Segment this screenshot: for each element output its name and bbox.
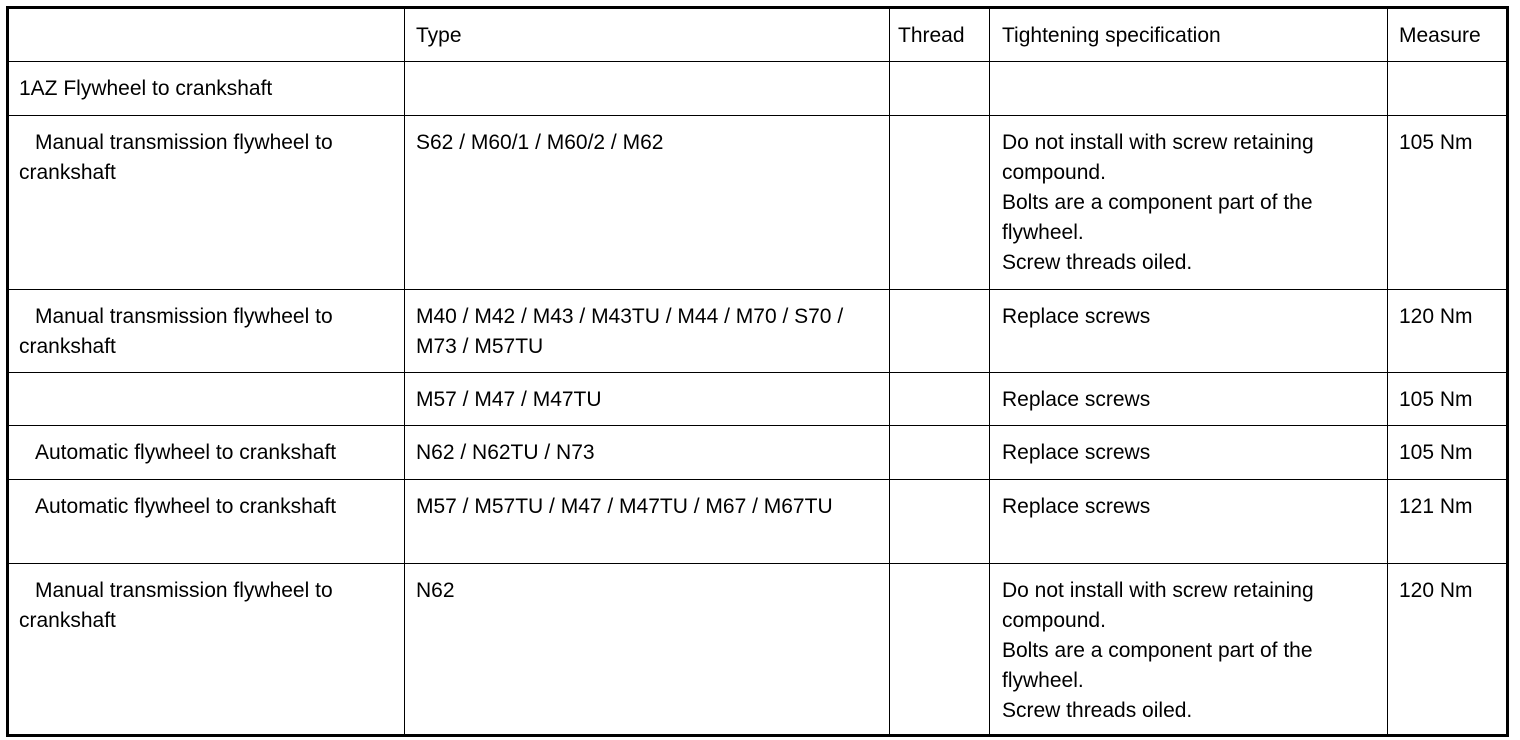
cell-type: S62 / M60/1 / M60/2 / M62 [405,116,890,290]
cell-spec: Do not install with screw retaining compound. Bolts are a component part of the flywheel. Screw threads oiled. [990,564,1388,736]
cell-spec: Replace screws [990,426,1388,480]
cell-component: Manual transmission flywheel to crankshaft [8,564,405,736]
header-cell-component [8,8,405,62]
header-cell-tightening-specification: Tightening specification [990,8,1388,62]
cell-component: 1AZ Flywheel to crankshaft [8,62,405,116]
cell-type: M57 / M57TU / M47 / M47TU / M67 / M67TU [405,480,890,564]
table-row [8,564,1508,736]
header-row [8,8,1508,62]
cell-thread [890,116,990,290]
cell-spec: Replace screws [990,290,1388,373]
cell-spec: Do not install with screw retaining compound. Bolts are a component part of the flywheel. Screw threads oiled. [990,116,1388,290]
header-cell-measure: Measure [1388,8,1508,62]
header-cell-type: Type [405,8,890,62]
cell-thread [890,290,990,373]
cell-component [8,373,405,426]
cell-measure: 120 Nm [1388,290,1508,373]
cell-spec [990,62,1388,116]
cell-component: Manual transmission flywheel to crankshaft [8,116,405,290]
cell-thread [890,62,990,116]
cell-type: M40 / M42 / M43 / M43TU / M44 / M70 / S70 / M73 / M57TU [405,290,890,373]
cell-measure: 121 Nm [1388,480,1508,564]
torque-spec-table [6,6,1509,737]
cell-thread [890,426,990,480]
cell-measure: 120 Nm [1388,564,1508,736]
cell-measure: 105 Nm [1388,116,1508,290]
cell-type: N62 / N62TU / N73 [405,426,890,480]
cell-measure [1388,62,1508,116]
cell-component: Manual transmission flywheel to crankshaft [8,290,405,373]
cell-thread [890,373,990,426]
cell-measure: 105 Nm [1388,373,1508,426]
table-row [8,62,1508,116]
cell-thread [890,564,990,736]
table-row [8,373,1508,426]
cell-measure: 105 Nm [1388,426,1508,480]
cell-type [405,62,890,116]
cell-type: M57 / M47 / M47TU [405,373,890,426]
table-row [8,116,1508,290]
cell-spec: Replace screws [990,373,1388,426]
cell-component: Automatic flywheel to crankshaft [8,480,405,564]
header-cell-thread: Thread [890,8,990,62]
cell-thread [890,480,990,564]
cell-component: Automatic flywheel to crankshaft [8,426,405,480]
cell-type: N62 [405,564,890,736]
table-row [8,426,1508,480]
cell-spec: Replace screws [990,480,1388,564]
table-row [8,290,1508,373]
table-row [8,480,1508,564]
